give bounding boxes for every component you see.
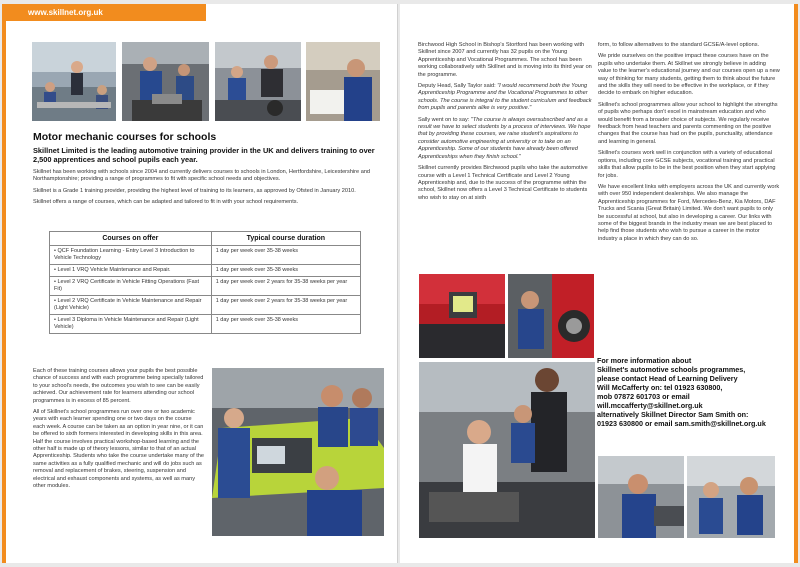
course-name: • Level 1 VRQ Vehicle Maintenance and Repair. [50, 265, 212, 277]
conjunction-paragraph: Skillnet's courses work well in conjunction with a variety of educational options, including core GCSE subjects, vocational training and practical skills that allow pupils to be in the best position when they start applying for jobs. [598, 150, 776, 179]
options-paragraph: form, to follow alternatives to the standard GCSE/A-level options. [598, 42, 760, 48]
course-duration: 1 day per week over 35-38 weeks [211, 246, 360, 265]
intro-paragraph-1: Skillnet has been working with schools since 2004 and currently delivers courses to schools in London, Hertfordshire, Leicestershire and Northamptonshire; providing a range of programmes to fit with specific school needs and objectives. [33, 169, 371, 183]
birchwood-paragraph: Birchwood High School in Bishop's Stortford has been working with Skillnet since 2007 and currently has 32 pupils on the Young Apprenticeship and Vocational Programmes. The school has been working collaboratively with Skillnet and is moving into its third year on the programme. [418, 42, 592, 78]
table-row [50, 246, 361, 265]
contact-line: Will McCafferty on: tel 01923 630800, [597, 383, 723, 392]
table-row [50, 296, 361, 315]
course-duration: 1 day per week over 2 years for 35-38 weeks per year [211, 296, 360, 315]
course-duration: 1 day per week over 2 years for 35-38 weeks per year [211, 277, 360, 296]
site-url-tab[interactable]: www.skillnet.org.uk [2, 4, 206, 21]
course-name: • Level 3 Diploma in Vehicle Maintenance and Repair (Light Vehicle) [50, 315, 212, 334]
sally-quote-paragraph-1 [418, 83, 594, 113]
contact-line: For more information about [597, 356, 692, 365]
programme-details-paragraph: All of Skillnet's school programmes run over one or two academic years with each learner spending one or two days on the course each week. A course can be taken as an option in year nine, or it can be offered to sixth formers interested in developing skills in this area. Half the course involves practical workshop-based learning and the other half is made up of theory lessons, similar to that of an actual Apprenticeship. Students who take the course undertake many of the same activities as a fully qualified mechanic and will do jobs such as removal and replacement of brakes, steering, suspension and electrical and exhaust components and systems, as well as many other modules. [33, 409, 205, 490]
impact-paragraph: We pride ourselves on the positive impact these courses have on the pupils who undertake them. At Skillnet we strongly believe in adding value to the learner's educational journey and our courses open up a new way of thinking for many students, getting them to think about the future and the skills they will need to be effective in the workplace, or if they decide to embark on higher education. [598, 53, 780, 97]
contact-line: please contact Head of Learning Delivery [597, 374, 738, 383]
employers-paragraph: We have excellent links with employers across the UK and currently work with over 950 independent dealerships. We also manage the Apprenticeship programmes for Ford, Mercedes-Benz, Kia Motors, DAF Trucks and Scania (Great Britain) Limited. We don't want pupils to only be successful at school, but also in developing a career. Our links with some of the biggest brands in the industry mean we are best placed to help find those students who wish to pursue a career in the motor industry a place in which they can do so. [598, 183, 780, 242]
table-row [50, 315, 361, 334]
email-link[interactable]: will.mccafferty@skillnet.org.uk [597, 401, 703, 410]
car-workshop-group-photo [212, 368, 384, 536]
birchwood-column [418, 42, 594, 206]
quote-intro: Deputy Head, Sally Taylor said: [418, 83, 498, 90]
engine-workshop-photo [122, 42, 209, 121]
strengths-paragraph: Skillnet's school programmes allow your school to highlight the strengths of pupils who perhaps don't excel in mainstream education and who would benefit from a broader choice of subjects. We regularly receive feedback from head teachers and parents commenting on the positive changes that the course has had on the pupils, punctuality, attendance and learning in general. [598, 101, 778, 145]
course-name: • QCF Foundation Learning - Entry Level 3 Introduction to Vehicle Technology [50, 246, 212, 265]
quote-text: "The course is always oversubscribed and as a result we have to select students by a process of interviews. We hope that by providing these courses, we raise student's aspirations to consider automotive engineering at university or to take on an Apprenticeship. Some of our students have already been offered Apprenticeships when they finish school." [418, 116, 591, 160]
wheel-repair-photo [508, 274, 594, 358]
course-duration: 1 day per week over 35-38 weeks [211, 315, 360, 334]
right-page [400, 4, 798, 563]
course-name: • Level 2 VRQ Certificate in Vehicle Fitting Operations (Fast Fit) [50, 277, 212, 296]
left-accent-bar [2, 21, 6, 563]
contact-line: mob 07872 601703 or email [597, 392, 690, 401]
table-row [50, 277, 361, 296]
column-header-courses: Courses on offer [50, 232, 212, 246]
student-with-paperwork-photo [306, 42, 380, 121]
table-row [50, 265, 361, 277]
contact-information [597, 356, 777, 428]
technical-certificate-paragraph: Skillnet currently provides Birchwood pupils who take the automotive course with a Level 1 Technical Certificate and Level 2 Young Apprenticeship and, due to the success of the programme within the school, Skillnet now offers a Level 3 Technical Certificate to students who wish to stay on at sixth [418, 165, 588, 201]
course-name: • Level 2 VRQ Certificate in Vehicle Maintenance and Repair (Light Vehicle) [50, 296, 212, 315]
course-duration: 1 day per week over 35-38 weeks [211, 265, 360, 277]
quote-text: "I would recommend both the Young Apprenticeship Programme and the Vocational Programmes to other schools. The course is integral to the student curriculum and feedback from pupils and parents alike is very positive." [418, 83, 592, 112]
contact-line: Skillnet's automotive schools programmes, [597, 365, 746, 374]
article-title: Motor mechanic courses for schools [33, 131, 217, 143]
intro-text [33, 169, 378, 211]
intro-paragraph-2: Skillnet is a Grade 1 training provider, providing the highest level of training to its learners, as approved by Ofsted in January 2010. [33, 187, 356, 194]
contact-line: alternatively Skillnet Director Sam Smith on: [597, 410, 749, 419]
table-header-row [50, 232, 361, 246]
classroom-photo [32, 42, 116, 121]
sally-quote-paragraph-2 [418, 117, 594, 161]
benefits-column [598, 42, 780, 247]
student-with-laptop-photo [419, 274, 505, 358]
students-in-class-photo [687, 456, 775, 538]
article-lead: Skillnet Limited is the leading automotive training provider in the UK and delivers training to over 2,500 apprentices and school pupils each year. [33, 146, 375, 164]
right-accent-bar [794, 4, 798, 563]
engine-bay-photo [419, 362, 595, 538]
quote-intro: Sally went on to say: [418, 116, 471, 123]
email-link[interactable]: 01923 630800 or email sam.smith@skillnet.org.uk [597, 419, 766, 428]
tutor-demonstration-photo [215, 42, 301, 121]
courses-table [49, 231, 361, 334]
column-header-duration: Typical course duration [211, 232, 360, 246]
student-at-engine-photo [598, 456, 684, 538]
programme-text [33, 368, 205, 495]
outcomes-paragraph: Each of these training courses allows your pupils the best possible chance of success and with each programme being specially tailored to your school's needs, the outcomes you wish to see can be easily achieved. Our achievement rate for learners attending our school programmes is in excess of 85 percent. [33, 368, 204, 404]
intro-paragraph-3: Skillnet offers a range of courses, which can be adapted and tailored to fit in with your school requirements. [33, 199, 299, 206]
left-page [2, 4, 398, 563]
